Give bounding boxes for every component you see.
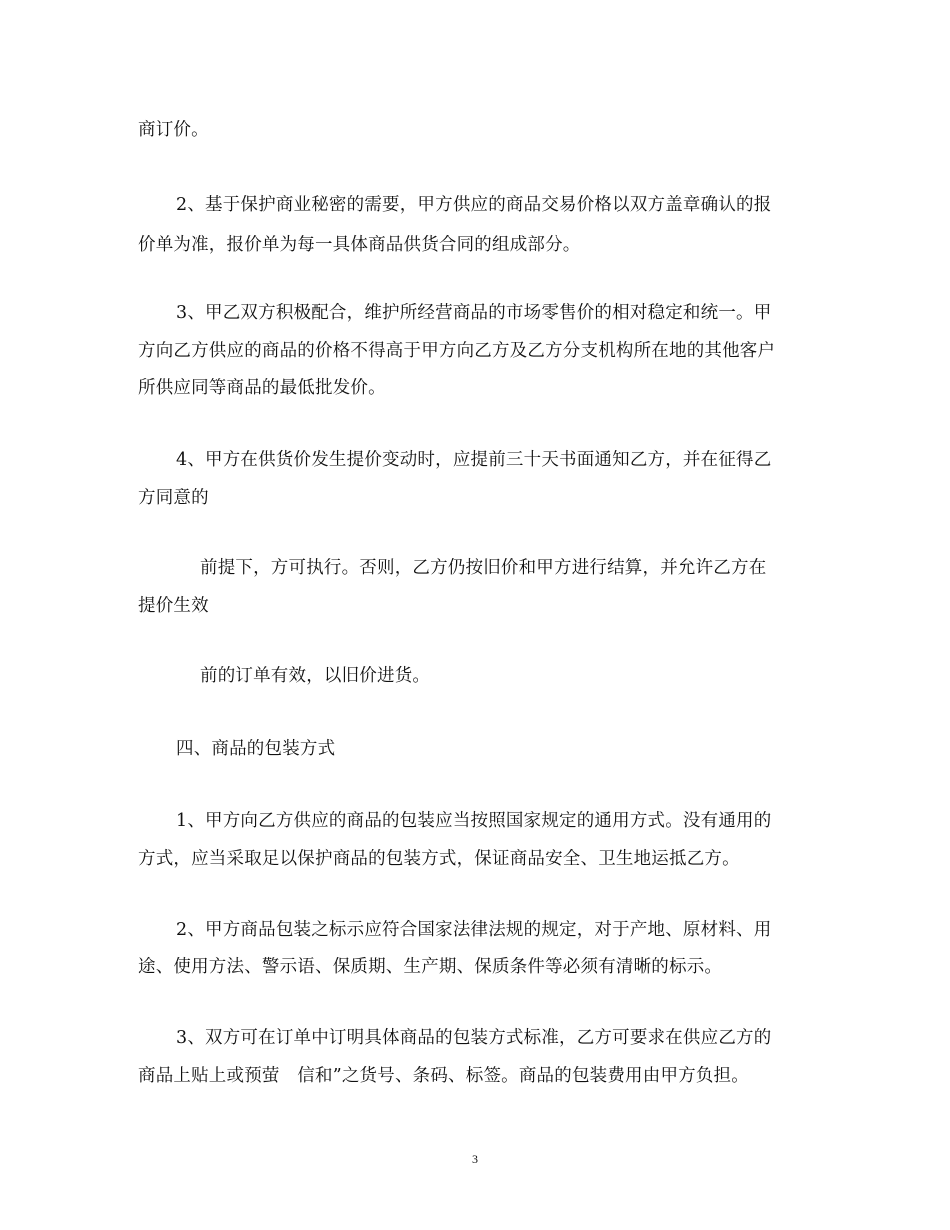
text-line: 2、甲方商品包装之标示应符合国家法律法规的规定，对于产地、原材料、用 [176, 920, 772, 940]
text-line: 商品上贴上或预萤 信和”之货号、条码、标签。商品的包装费用由甲方负担。 [138, 1066, 749, 1086]
text-line: 前提下，方可执行。否则，乙方仍按旧价和甲方进行结算，并允许乙方在 [200, 558, 767, 578]
text-line: 商订价。 [138, 120, 209, 140]
text-line: 2、基于保护商业秘密的需要，甲方供应的商品交易价格以双方盖章确认的报 [176, 195, 772, 215]
text-line: 4、甲方在供货价发生提价变动时，应提前三十天书面通知乙方，并在征得乙 [176, 450, 772, 470]
text-line: 所供应同等商品的最低批发价。 [138, 378, 386, 398]
text-line: 3、甲乙双方积极配合，维护所经营商品的市场零售价的相对稳定和统一。甲 [176, 303, 772, 323]
page-number: 3 [472, 1152, 478, 1166]
text-line: 方同意的 [138, 488, 209, 508]
section-heading: 四、商品的包装方式 [176, 739, 336, 759]
text-line: 前的订单有效，以旧价进货。 [200, 666, 431, 686]
text-line: 价单为准，报价单为每一具体商品供货合同的组成部分。 [138, 235, 581, 255]
text-line: 方向乙方供应的商品的价格不得高于甲方向乙方及乙方分支机构所在地的其他客户 [138, 341, 776, 361]
text-line: 提价生效 [138, 596, 209, 616]
text-line: 1、甲方向乙方供应的商品的包装应当按照国家规定的通用方式。没有通用的 [176, 811, 772, 831]
text-line: 3、双方可在订单中订明具体商品的包装方式标准，乙方可要求在供应乙方的 [176, 1028, 772, 1048]
text-line: 方式，应当采取足以保护商品的包装方式，保证商品安全、卫生地运抵乙方。 [138, 849, 740, 869]
text-line: 途、使用方法、警示语、保质期、生产期、保质条件等必须有清晰的标示。 [138, 957, 723, 977]
